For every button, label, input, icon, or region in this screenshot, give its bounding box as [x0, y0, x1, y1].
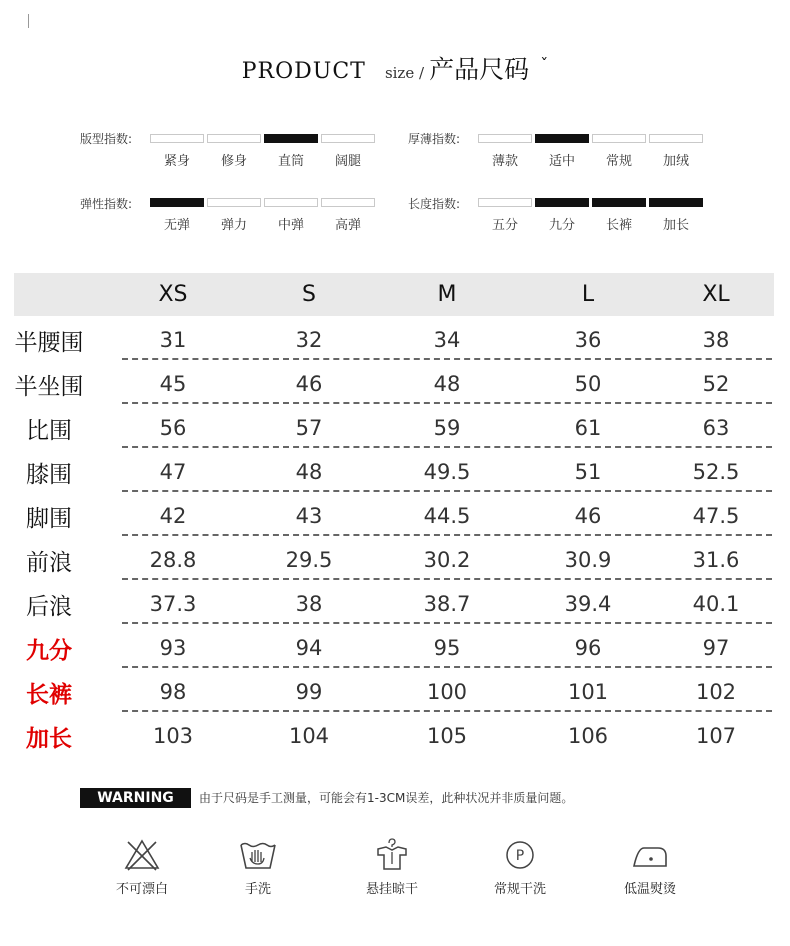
index-option: 适中 [548, 154, 575, 169]
index-segment [535, 134, 589, 143]
table-cell: 37.3 [149, 592, 197, 616]
table-cell: 100 [426, 680, 468, 704]
table-cell: 45 [159, 372, 187, 396]
row-label: 后浪 [26, 594, 72, 620]
index-segment [264, 134, 318, 143]
index-option: 直筒 [277, 154, 304, 169]
index-segment [150, 134, 204, 143]
row-label: 半坐围 [14, 374, 84, 400]
table-cell: 103 [152, 724, 194, 748]
index-segment [592, 134, 646, 143]
index-option: 弹力 [220, 218, 247, 233]
row-label: 比围 [26, 418, 72, 444]
table-cell: 63 [702, 416, 730, 440]
index-option: 加绒 [662, 154, 689, 169]
table-cell: 38 [702, 328, 730, 352]
table-cell: 36 [574, 328, 602, 352]
table-cell: 43 [295, 504, 323, 528]
index-segment [207, 198, 261, 207]
row-divider [122, 622, 772, 624]
table-cell: 95 [433, 636, 461, 660]
hand-wash-icon [238, 838, 278, 872]
table-cell: 28.8 [149, 548, 197, 572]
row-divider [122, 578, 772, 580]
index-option: 修身 [220, 154, 247, 169]
table-cell: 56 [159, 416, 187, 440]
table-cell: 51 [574, 460, 602, 484]
index-segment [150, 198, 204, 207]
table-cell: 48 [433, 372, 461, 396]
svg-text:P: P [515, 848, 525, 864]
index-segment [649, 198, 703, 207]
care-item-hand-wash [208, 838, 308, 897]
index-segment [649, 134, 703, 143]
table-cell: 30.9 [564, 548, 612, 572]
index-label: 弹性指数: [80, 197, 133, 211]
row-divider [122, 402, 772, 404]
table-cell: 52 [702, 372, 730, 396]
table-cell: 38.7 [423, 592, 471, 616]
warning-badge: WARNING [80, 788, 191, 808]
index-option: 高弹 [334, 218, 361, 233]
table-cell: 48 [295, 460, 323, 484]
row-divider [122, 490, 772, 492]
low-iron-icon [630, 838, 670, 872]
care-item-dry-clean [470, 838, 570, 897]
index-segment [478, 134, 532, 143]
no-bleach-icon [122, 838, 162, 872]
table-cell: 40.1 [692, 592, 740, 616]
size-header-xs: XS [158, 282, 188, 307]
row-label: 半腰围 [14, 330, 84, 356]
table-cell: 31 [159, 328, 187, 352]
corner-mark [28, 14, 29, 28]
index-segment [478, 198, 532, 207]
dry-clean-icon [500, 838, 540, 872]
row-divider [122, 710, 772, 712]
title-size-word: size / [384, 64, 425, 82]
table-cell: 46 [295, 372, 323, 396]
index-option: 薄款 [491, 154, 518, 169]
index-segment [264, 198, 318, 207]
care-item-low-iron [600, 838, 700, 897]
row-label: 加长 [26, 726, 72, 752]
table-cell: 61 [574, 416, 602, 440]
row-label: 长裤 [26, 682, 72, 708]
table-cell: 50 [574, 372, 602, 396]
table-cell: 99 [295, 680, 323, 704]
index-segment [207, 134, 261, 143]
table-cell: 34 [433, 328, 461, 352]
size-header-xl: XL [702, 282, 730, 307]
care-label: 悬挂晾干 [365, 882, 418, 897]
table-cell: 32 [295, 328, 323, 352]
row-label: 前浪 [26, 550, 72, 576]
index-option: 五分 [491, 218, 518, 233]
table-cell: 42 [159, 504, 187, 528]
table-cell: 30.2 [423, 548, 471, 572]
table-cell: 39.4 [564, 592, 612, 616]
index-option: 九分 [548, 218, 575, 233]
table-cell: 106 [567, 724, 609, 748]
row-label: 脚围 [26, 506, 72, 532]
index-option: 长裤 [605, 218, 632, 233]
table-cell: 52.5 [692, 460, 740, 484]
row-divider [122, 666, 772, 668]
table-cell: 98 [159, 680, 187, 704]
index-option: 中弹 [277, 218, 304, 233]
index-option: 加长 [662, 218, 689, 233]
index-label: 长度指数: [408, 197, 461, 211]
table-cell: 97 [702, 636, 730, 660]
title-cn: 产品尺码 [429, 55, 530, 84]
index-label: 厚薄指数: [408, 132, 461, 146]
table-cell: 93 [159, 636, 187, 660]
size-header-s: S [302, 282, 316, 307]
index-option: 紧身 [163, 154, 190, 169]
row-label: 膝围 [26, 462, 72, 488]
care-label: 低温熨烫 [623, 882, 676, 897]
warning-text: 由于尺码是手工测量，可能会有1-3CM误差，此种状况并非质量问题。 [199, 791, 574, 805]
care-item-no-bleach [92, 838, 192, 897]
index-segment [535, 198, 589, 207]
table-cell: 31.6 [692, 548, 740, 572]
chevron-down-icon: ˇ [540, 55, 549, 74]
table-cell: 57 [295, 416, 323, 440]
care-label: 不可漂白 [115, 882, 168, 897]
index-label: 版型指数: [80, 132, 133, 146]
table-cell: 96 [574, 636, 602, 660]
table-cell: 107 [695, 724, 737, 748]
table-cell: 29.5 [285, 548, 333, 572]
care-label: 手洗 [244, 882, 271, 897]
table-cell: 59 [433, 416, 461, 440]
index-option: 阔腿 [334, 154, 361, 169]
table-cell: 46 [574, 504, 602, 528]
title-en: PRODUCT [241, 59, 366, 84]
index-segment [321, 198, 375, 207]
table-cell: 38 [295, 592, 323, 616]
index-option: 无弹 [163, 218, 190, 233]
table-cell: 94 [295, 636, 323, 660]
table-cell: 47.5 [692, 504, 740, 528]
size-header-l: L [581, 282, 595, 307]
row-label: 九分 [26, 638, 72, 664]
index-option: 常规 [605, 154, 632, 169]
table-cell: 101 [567, 680, 609, 704]
row-divider [122, 446, 772, 448]
index-segment [321, 134, 375, 143]
hang-dry-icon [372, 838, 412, 872]
row-divider [122, 534, 772, 536]
table-cell: 47 [159, 460, 187, 484]
page-title [0, 50, 790, 86]
table-cell: 104 [288, 724, 330, 748]
care-label: 常规干洗 [493, 882, 546, 897]
table-cell: 102 [695, 680, 737, 704]
table-cell: 105 [426, 724, 468, 748]
index-segment [592, 198, 646, 207]
table-cell: 49.5 [423, 460, 471, 484]
row-divider [122, 358, 772, 360]
table-cell: 44.5 [423, 504, 471, 528]
care-item-hang-dry [342, 838, 442, 897]
size-header-m: M [437, 282, 457, 307]
